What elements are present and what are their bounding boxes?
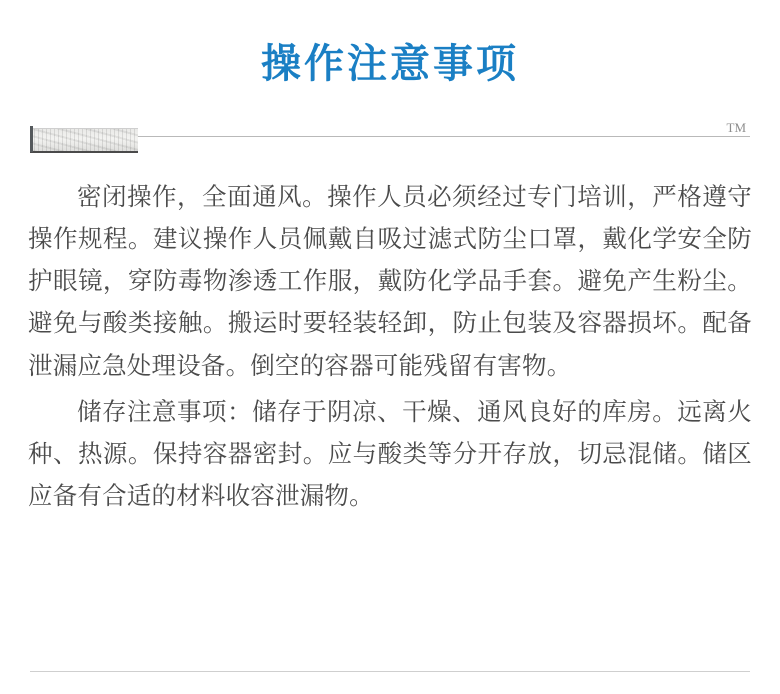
page-title: 操作注意事项 xyxy=(261,41,519,87)
body-content xyxy=(28,176,752,517)
decorative-brush-cap xyxy=(30,126,33,152)
trademark-label: TM xyxy=(726,120,746,135)
paragraph-operation-notes: 密闭操作，全面通风。操作人员必须经过专门培训，严格遵守操作规程。建议操作人员佩戴自吸过滤式防尘口罩，戴化学安全防护眼镜，穿防毒物渗透工作服，戴防化学品手套。避免产生粉尘。避免与酸类接触。搬运时要轻装轻卸，防止包装及容器损坏。配备泄漏应急处理设备。倒空的容器可能残留有害物。 xyxy=(28,182,752,380)
footer-rule xyxy=(30,671,750,672)
decorative-brush-swatch xyxy=(30,128,138,153)
divider-rule xyxy=(30,136,750,137)
header-divider xyxy=(0,120,780,150)
paragraph-storage-notes: 储存注意事项：储存于阴凉、干燥、通风良好的库房。远离火种、热源。保持容器密封。应与酸类等分开存放，切忌混储。储区应备有合适的材料收容泄漏物。 xyxy=(28,396,752,510)
